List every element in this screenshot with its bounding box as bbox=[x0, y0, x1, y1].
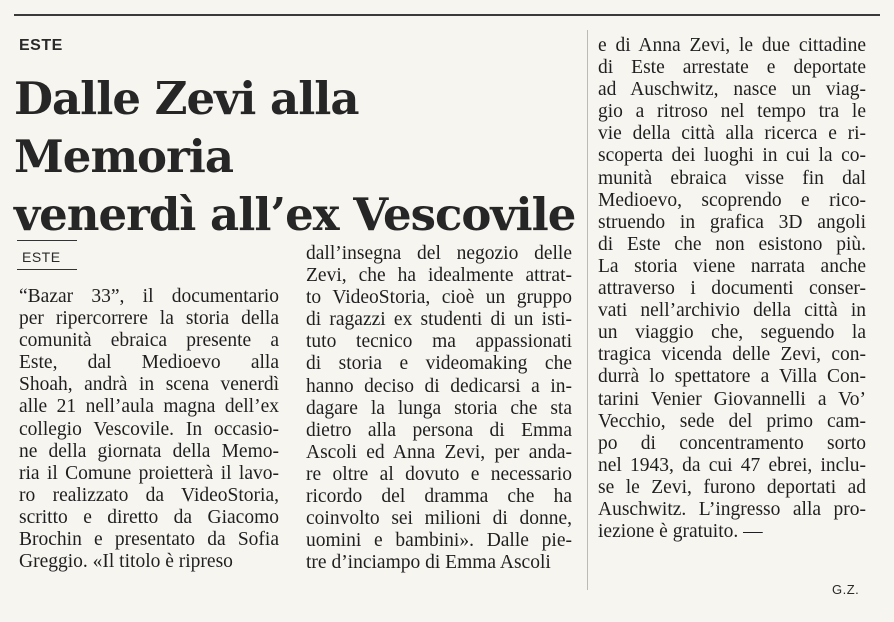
column-divider bbox=[587, 30, 588, 590]
headline bbox=[14, 70, 584, 244]
article-text-line: tarini Venier Giovannelli a Vo’ bbox=[598, 388, 866, 410]
article-column-2 bbox=[306, 243, 572, 574]
article-text-line: ne della giornata della Memo- bbox=[19, 440, 279, 462]
article-text-line: ria il Comune proietterà il lavo- bbox=[19, 462, 279, 484]
article-column-3 bbox=[598, 35, 866, 543]
article-text-line: Vecchio, sede del primo cam- bbox=[598, 410, 866, 432]
article-text-line: Medioevo, scoprendo e rico- bbox=[598, 189, 866, 211]
article-text-line: to VideoStoria, cioè un gruppo bbox=[306, 287, 572, 309]
article-text-line: Greggio. «Il titolo è ripreso bbox=[19, 551, 233, 573]
article-text-line: La storia viene narrata anche bbox=[598, 255, 866, 277]
article-text-line: ricordo del dramma che ha bbox=[306, 486, 572, 508]
article-text-line: Auschwitz. L’ingresso alla pro- bbox=[598, 498, 866, 520]
article-text-line: vie della città alla ricerca e ri- bbox=[598, 123, 866, 145]
article-text-line: collegio Vescovile. In occasio- bbox=[19, 418, 279, 440]
article-text-line: per ripercorrere la storia della bbox=[19, 308, 279, 330]
article-text-line: Zevi, che ha idealmente attrat- bbox=[306, 265, 572, 287]
article-text-line: tre d’inciampo di Emma Ascoli bbox=[306, 552, 551, 574]
article-text-line: nel 1943, da cui 47 ebrei, inclu- bbox=[598, 454, 866, 476]
article-text-line: ad Auschwitz, nasce un viag- bbox=[598, 79, 866, 101]
dateline: ESTE bbox=[22, 249, 61, 265]
article-text-line: scritto e diretto da Giacomo bbox=[19, 506, 279, 528]
article-text-line: struendo in grafica 3D angoli bbox=[598, 211, 866, 233]
article-text-line: di Este arrestate e deportate bbox=[598, 57, 866, 79]
article-text-line: di ragazzi ex studenti di un isti- bbox=[306, 309, 572, 331]
article-text-line: munità ebraica visse fin dal bbox=[598, 167, 866, 189]
article-text-line: “Bazar 33”, il documentario bbox=[19, 286, 279, 307]
article-text-line: hanno deciso di dedicarsi a in- bbox=[306, 375, 572, 397]
article-text-line: dagare la lunga storia che sta bbox=[306, 397, 572, 419]
article-text-line: po di concentramento sorto bbox=[598, 432, 866, 454]
article-text-line: alle 21 nell’aula magna dell’ex bbox=[19, 396, 279, 418]
article-text-line: attraverso i documenti conser- bbox=[598, 278, 866, 300]
article-text-line: durrà lo spettatore a Villa Con- bbox=[598, 366, 866, 388]
article-text-line: dall’insegna del negozio delle bbox=[306, 243, 572, 264]
article-text-line: tuto tecnico ma appassionati bbox=[306, 331, 572, 353]
article-text-line: Brochin e presentato da Sofia bbox=[19, 529, 279, 551]
article-text-line: di Este che non esistono più. bbox=[598, 233, 866, 255]
headline-line-2: venerdì all’ex Vescovile bbox=[14, 188, 576, 241]
article-text-line: Shoah, andrà in scena venerdì bbox=[19, 374, 279, 396]
section-kicker: ESTE bbox=[19, 37, 63, 54]
article-text-line: scoperta dei luoghi in cui la co- bbox=[598, 145, 866, 167]
article-text-line: tragica vicenda delle Zevi, con- bbox=[598, 344, 866, 366]
article-text-line: re oltre al dovuto e necessario bbox=[306, 463, 572, 485]
article-text-line: comunità ebraica presente a bbox=[19, 330, 279, 352]
article-text-line: di storia e videomaking che bbox=[306, 353, 572, 375]
article-text-line: coinvolto sei milioni di donne, bbox=[306, 508, 572, 530]
article-text-line: iezione è gratuito. — bbox=[598, 521, 763, 543]
article-text-line: e di Anna Zevi, le due cittadine bbox=[598, 35, 866, 56]
article-text-line: gio a ritroso nel tempo tra le bbox=[598, 101, 866, 123]
headline-line-1: Dalle Zevi alla Memoria bbox=[14, 72, 359, 183]
article-column-1 bbox=[19, 286, 279, 573]
article-text-line: se le Zevi, furono deportati ad bbox=[598, 476, 866, 498]
article-text-line: Ascoli ed Anna Zevi, per anda- bbox=[306, 441, 572, 463]
article-text-line: uomini e bambini». Dalle pie- bbox=[306, 530, 572, 552]
article-text-line: Este, dal Medioevo alla bbox=[19, 352, 279, 374]
article-text-line: dietro alla persona di Emma bbox=[306, 419, 572, 441]
article-text-line: un viaggio che, seguendo la bbox=[598, 322, 866, 344]
article-text-line: ro realizzato da VideoStoria, bbox=[19, 484, 279, 506]
top-rule bbox=[14, 14, 880, 16]
author-signature: G.Z. bbox=[832, 582, 860, 597]
article-text-line: vati nell’archivio della città in bbox=[598, 300, 866, 322]
